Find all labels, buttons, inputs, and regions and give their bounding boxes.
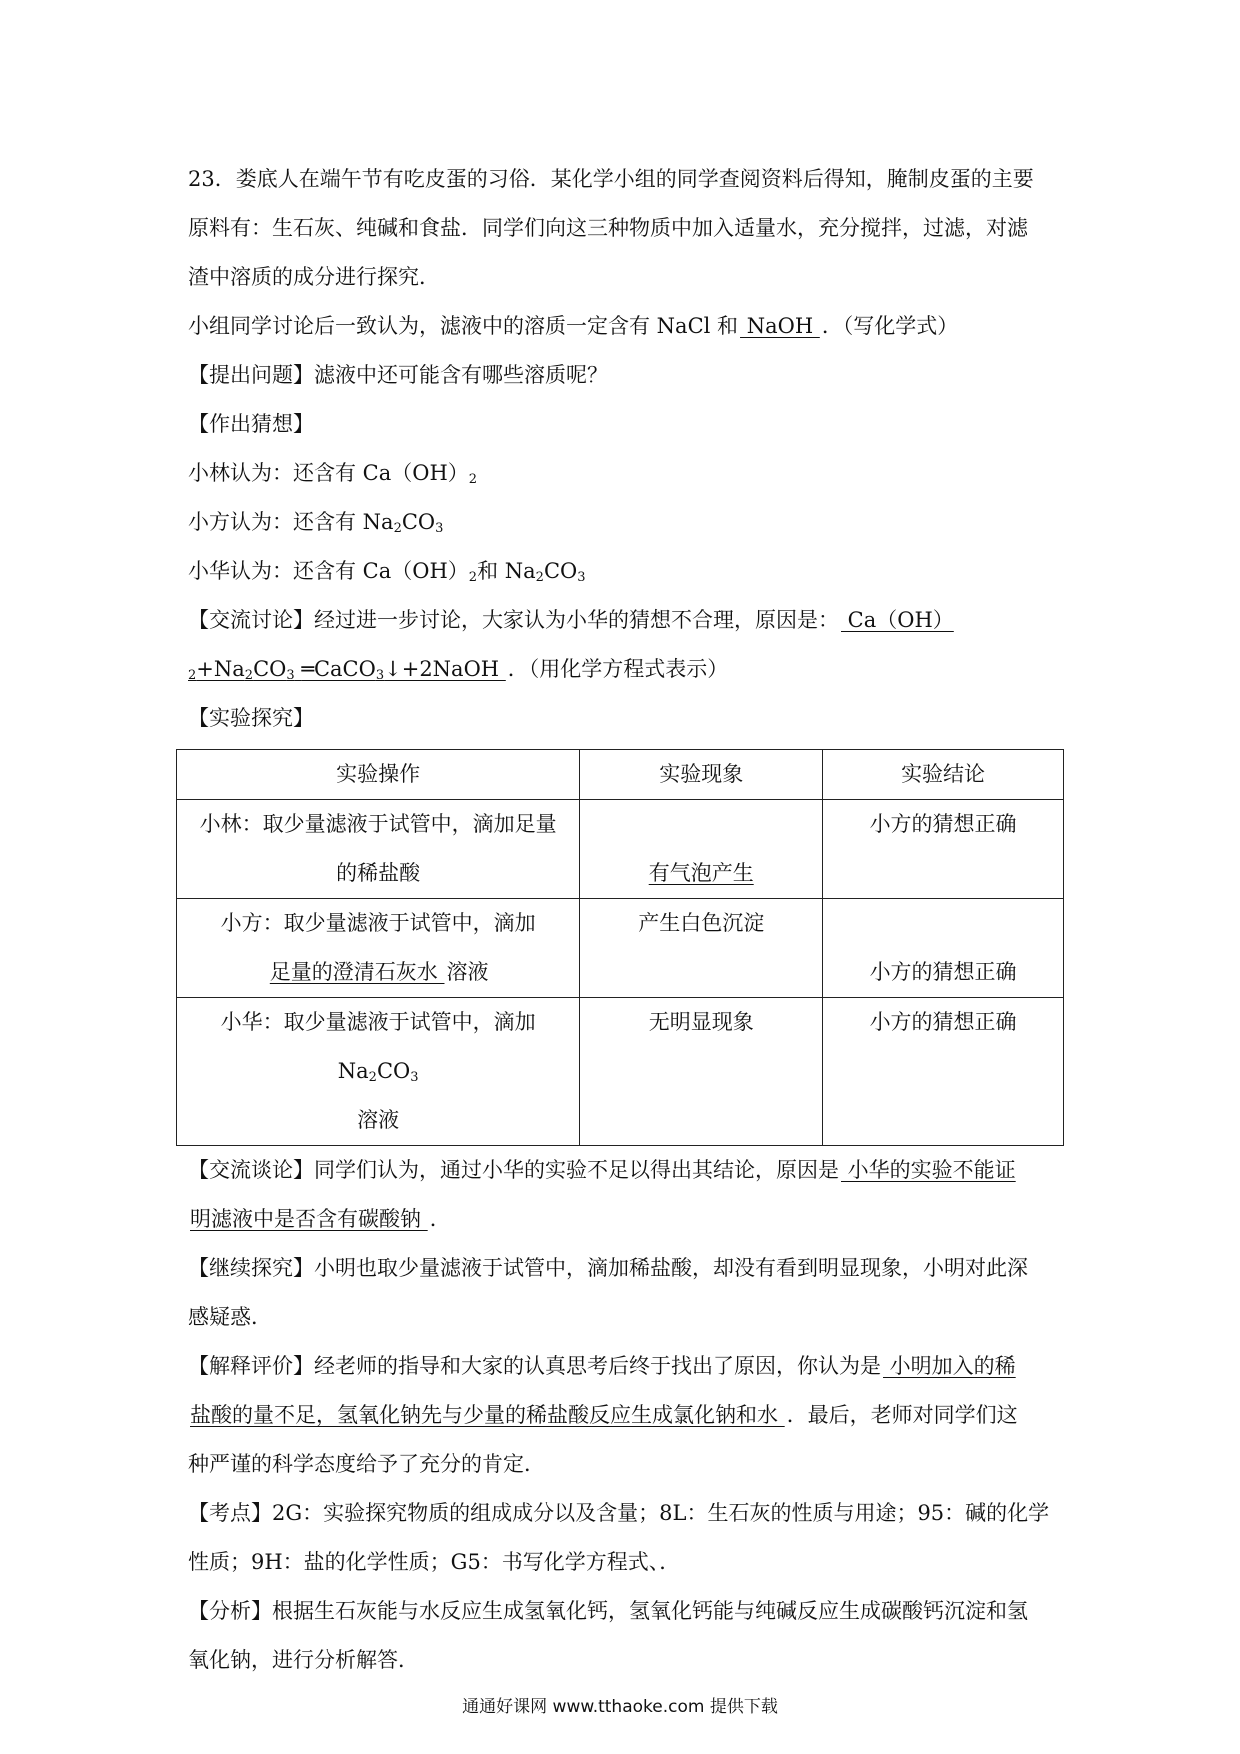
page-footer: 通通好课网 www.tthaoke.com 提供下载	[462, 1697, 778, 1717]
phenomenon-cell	[580, 800, 823, 899]
guess-lin: 小林认为：还含有 $Ca(OH)_2$	[188, 461, 478, 487]
intro-line: 原料有：生石灰、纯碱和食盐．同学们向这三种物质中加入适量水，充分搅拌，过滤，对滤	[188, 216, 1028, 240]
question-line: 【提出问题】滤液中还可能含有哪些溶质呢？	[188, 363, 608, 387]
answer-blank: 小明加入的稀	[883, 1354, 1016, 1378]
section-heading: 【实验探究】	[188, 706, 314, 730]
answer-blank: NaOH	[740, 314, 820, 338]
equation-answer: $Ca(OH)_2+Na_2CO_3$ ═CaCO$_3$↓+2NaOH	[188, 608, 954, 683]
knowledge-points: 【考点】2G：实验探究物质的组成成分以及含量；8L：生石灰的性质与用途；95：碱的化学	[188, 1501, 1050, 1525]
table-header: 实验现象	[580, 750, 823, 800]
guess-hua: 小华认为：还含有 $Ca(OH)_2$和 $Na_2CO_3$	[188, 559, 586, 585]
table-header-row	[177, 750, 1064, 800]
discussion-line: 小组同学讨论后一致认为，滤液中的溶质一定含有 NaCl 和 NaOH ．（写化学式）	[188, 314, 959, 338]
exchange-discussion: 【交流讨论】经过进一步讨论，大家认为小华的猜想不合理，原因是： $Ca(OH)_2+Na_2CO_3$ ═CaCO$_3$↓+2NaOH ．（用化学方程式表示）	[188, 608, 954, 683]
answer-blank: 盐酸的量不足，氢氧化钠先与少量的稀盐酸反应生成氯化钠和水	[190, 1403, 785, 1427]
exchange-talk: 【交流谈论】同学们认为，通过小华的实验不足以得出其结论，原因是 小华的实验不能证	[188, 1158, 1016, 1182]
answer-blank: 明滤液中是否含有碳酸钠	[190, 1207, 428, 1231]
phenomenon-cell: 无明显现象	[580, 998, 823, 1146]
table-header: 实验结论	[823, 750, 1064, 800]
table-header: 实验操作	[177, 750, 580, 800]
operation-cell: 小方：取少量滤液于试管中，滴加 足量的澄清石灰水 溶液	[177, 899, 580, 998]
explanation-cont: 盐酸的量不足，氢氧化钠先与少量的稀盐酸反应生成氯化钠和水 ．最后，老师对同学们这	[190, 1403, 1018, 1427]
explanation: 【解释评价】经老师的指导和大家的认真思考后终于找出了原因，你认为是 小明加入的稀	[188, 1354, 1016, 1378]
experiment-table	[176, 749, 1064, 1146]
conclusion-cell: 小方的猜想正确	[823, 800, 1064, 899]
answer-blank: 足量的澄清石灰水	[269, 960, 445, 984]
table-row	[177, 800, 1064, 899]
analysis: 【分析】根据生石灰能与水反应生成氢氧化钙，氢氧化钙能与纯碱反应生成碳酸钙沉淀和氢	[188, 1599, 1028, 1623]
guess-fang: 小方认为：还含有 $Na_2CO_3$	[188, 510, 444, 536]
explanation-cont: 种严谨的科学态度给予了充分的肯定．	[188, 1452, 545, 1476]
answer-blank: 有气泡产生	[648, 861, 754, 885]
section-heading: 【作出猜想】	[188, 412, 314, 436]
knowledge-points: 性质；9H：盐的化学性质；G5：书写化学方程式、．	[188, 1550, 681, 1574]
conclusion-cell: 小方的猜想正确	[823, 899, 1064, 998]
operation-cell: 小华：取少量滤液于试管中，滴加 $Na_2CO_3$ 溶液	[177, 998, 580, 1146]
phenomenon-cell: 产生白色沉淀	[580, 899, 823, 998]
further-inquiry: 【继续探究】小明也取少量滤液于试管中，滴加稀盐酸，却没有看到明显现象，小明对此深	[188, 1256, 1028, 1280]
operation-cell: 小林：取少量滤液于试管中，滴加足量 的稀盐酸	[177, 800, 580, 899]
analysis: 氧化钠，进行分析解答．	[188, 1648, 419, 1672]
intro-line: 渣中溶质的成分进行探究．	[188, 265, 440, 289]
conclusion-cell: 小方的猜想正确	[823, 998, 1064, 1146]
table-row	[177, 998, 1064, 1146]
table-row	[177, 899, 1064, 998]
further-inquiry: 感疑惑．	[188, 1305, 272, 1329]
question-23	[188, 155, 1060, 1685]
intro-line: 23．娄底人在端午节有吃皮蛋的习俗．某化学小组的同学查阅资料后得知，腌制皮蛋的主要	[188, 167, 1034, 191]
exchange-talk-cont: 明滤液中是否含有碳酸钠 ．	[190, 1207, 451, 1231]
answer-blank: 小华的实验不能证	[841, 1158, 1016, 1182]
